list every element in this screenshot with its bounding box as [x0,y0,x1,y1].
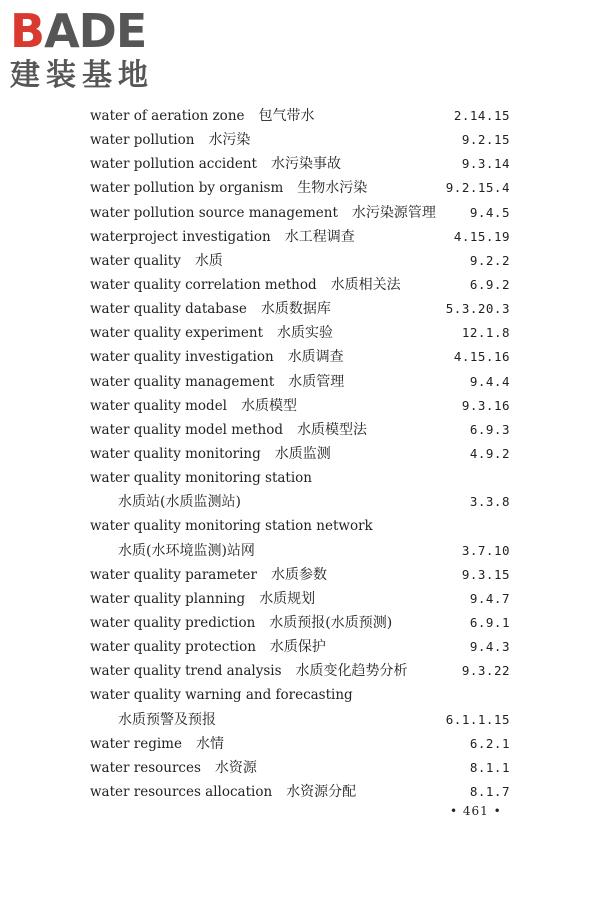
glossary-entry [90,442,510,466]
glossary-entry-list [90,104,510,804]
entry-section-reference: 4.9.2 [469,445,510,461]
entry-english-term: water pollution by organism [90,180,284,197]
glossary-entry [90,780,510,804]
entry-chinese-term: 水质模型 [241,397,298,414]
entry-section-reference: 9.2.15.4 [445,180,510,196]
entry-chinese-term: 水质数据库 [260,301,331,318]
entry-section-reference: 9.2.2 [469,252,510,268]
entry-english-term: waterproject investigation [90,228,271,245]
entry-section-reference: 9.2.15 [461,132,510,148]
logo-letter-a: A [44,4,79,58]
entry-section-reference: 9.3.15 [461,566,510,582]
entry-section-reference: 5.3.20.3 [445,301,510,317]
entry-chinese-term: 水质(水环境监测)站网 [118,542,255,559]
glossary-entry [90,587,510,611]
glossary-entry [90,128,510,152]
entry-english-term: water quality correlation method [90,276,317,293]
entry-chinese-term: 水质相关法 [330,276,401,293]
entry-english-term: water quality monitoring [90,445,261,462]
entry-chinese-term: 水质预报(水质预测) [269,614,393,631]
entry-chinese-term: 水污染事故 [270,156,341,173]
entry-english-term: water pollution [90,132,195,149]
entry-english-term: water quality parameter [90,566,257,583]
glossary-entry [90,345,510,369]
entry-section-reference: 9.4.4 [469,373,510,389]
entry-english-term: water quality database [90,301,247,318]
entry-english-term: water regime [90,735,182,752]
entry-chinese-term: 水质参数 [270,566,327,583]
glossary-entry [90,683,510,707]
entry-section-reference: 6.9.3 [469,421,510,437]
entry-section-reference: 3.3.8 [469,494,510,510]
logo-letters-de: DE [78,4,147,58]
glossary-entry [90,756,510,780]
glossary-entry [90,635,510,659]
entry-chinese-term: 水质实验 [277,325,334,342]
glossary-entry [90,659,510,683]
glossary-entry [90,225,510,249]
glossary-entry [90,418,510,442]
entry-section-reference: 4.15.16 [453,349,510,365]
entry-section-reference: 2.14.15 [453,108,510,123]
glossary-entry [90,176,510,200]
glossary-entry [90,370,510,394]
entry-chinese-term: 水质保护 [269,639,326,656]
glossary-entry [90,297,510,321]
entry-section-reference: 9.3.16 [461,397,510,413]
entry-english-term: water quality experiment [90,325,264,342]
glossary-entry [90,732,510,756]
entry-chinese-term: 水质监测 [274,445,331,462]
entry-section-reference: 8.1.7 [469,783,510,799]
entry-chinese-term: 水质管理 [288,373,345,390]
entry-english-term: water quality model method [90,421,283,438]
entry-section-reference: 3.7.10 [461,542,510,558]
entry-chinese-term: 水工程调查 [284,228,355,245]
entry-english-term: water quality [90,252,181,269]
entry-section-reference: 4.15.19 [453,228,510,244]
page-number: • 461 • [450,804,502,818]
entry-chinese-term: 水质 [194,252,223,269]
glossary-entry [90,539,510,563]
entry-section-reference: 9.4.7 [469,590,510,606]
logo-letter-b: B [10,4,45,58]
entry-english-term: water resources allocation [90,783,273,800]
entry-english-term: water quality protection [90,639,256,656]
entry-chinese-term: 水质调查 [287,349,344,366]
entry-english-term: water quality investigation [90,349,274,366]
entry-chinese-term: 水污染 [208,132,251,149]
entry-english-term: water resources [90,759,201,776]
entry-english-term: water quality trend analysis [90,663,282,680]
entry-chinese-term: 水质规划 [259,590,316,607]
glossary-entry [90,563,510,587]
entry-section-reference: 12.1.8 [461,325,510,341]
logo-wordmark [10,6,172,56]
entry-section-reference: 6.2.1 [469,735,510,751]
glossary-entry [90,249,510,273]
entry-english-term: water quality planning [90,590,246,607]
entry-english-term: water quality warning and forecasting [90,687,353,704]
entry-chinese-term: 水资源分配 [286,783,357,800]
entry-section-reference: 9.3.22 [461,663,510,679]
glossary-entry [90,611,510,635]
glossary-entry [90,466,510,490]
glossary-entry [90,514,510,538]
glossary-entry [90,490,510,514]
entry-english-term: water quality monitoring station network [90,518,373,535]
glossary-entry [90,201,510,225]
entry-chinese-term: 水质模型法 [296,421,367,438]
entry-english-term: water pollution source management [90,204,338,221]
entry-chinese-term: 水污染源管理 [351,204,436,221]
entry-section-reference: 9.3.14 [461,156,510,172]
entry-english-term: water quality prediction [90,614,256,631]
entry-english-term: water quality management [90,373,275,390]
entry-english-term: water quality monitoring station [90,470,312,487]
glossary-entry [90,152,510,176]
glossary-entry [90,708,510,732]
glossary-entry [90,394,510,418]
glossary-entry [90,321,510,345]
entry-chinese-term: 水质预警及预报 [118,711,216,728]
entry-section-reference: 8.1.1 [469,759,510,775]
entry-section-reference: 9.4.5 [469,204,510,220]
glossary-entry [90,104,510,128]
entry-english-term: water of aeration zone [90,108,245,124]
entry-section-reference: 6.9.2 [469,276,510,292]
entry-english-term: water quality model [90,397,228,414]
entry-chinese-term: 水资源 [214,759,257,776]
bade-logo [10,6,172,96]
entry-section-reference: 9.4.3 [469,639,510,655]
entry-chinese-term: 生物水污染 [297,180,368,197]
entry-chinese-term: 水质站(水质监测站) [118,494,241,511]
entry-section-reference: 6.9.1 [469,614,510,630]
logo-tagline: 建装基地 [10,58,154,93]
entry-chinese-term: 水情 [195,735,224,752]
entry-chinese-term: 包气带水 [258,108,315,124]
glossary-entry [90,273,510,297]
entry-english-term: water pollution accident [90,156,257,173]
entry-section-reference: 6.1.1.15 [445,711,510,727]
entry-chinese-term: 水质变化趋势分析 [295,663,408,680]
